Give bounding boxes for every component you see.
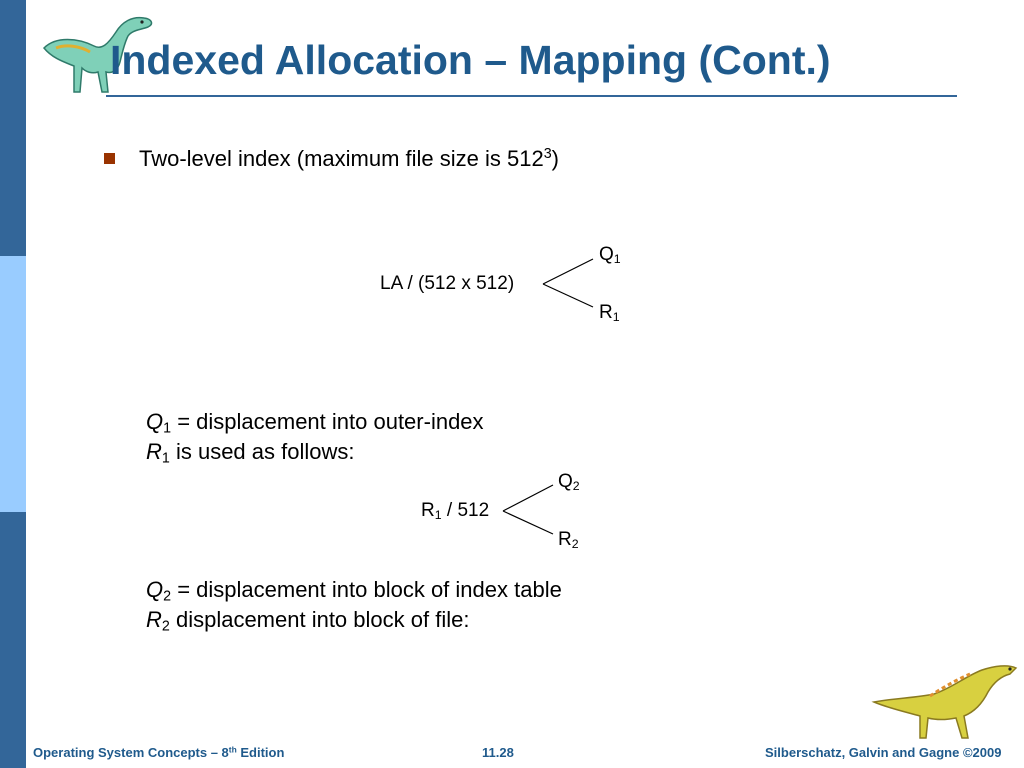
- line-q1-definition: $Q_1$ = displacement into outer-index: [146, 409, 484, 437]
- diagram1-bottom-label: $R_1$: [599, 302, 620, 325]
- diagram1-line-to-q1: [543, 259, 593, 284]
- footer-page-number: 11.28: [482, 745, 514, 760]
- footer-book-title: Operating System Concepts – 8th Edition: [33, 744, 285, 760]
- line-q2-definition: $Q_2$ = displacement into block of index table: [146, 577, 562, 605]
- footer-copyright: Silberschatz, Galvin and Gagne ©2009: [765, 745, 1002, 760]
- diagram1-top-label: $Q_1$: [599, 244, 621, 267]
- bullet-text-main: Two-level index (maximum file size is 512: [139, 146, 544, 171]
- diagram2-source: $R_1 / 512$: [421, 500, 490, 523]
- diagram2-line-to-r2: [503, 511, 553, 534]
- dinosaur-logo-icon: [870, 658, 1020, 743]
- slide-title: Indexed Allocation – Mapping (Cont.): [110, 37, 831, 83]
- diagram1-line-to-r1: [543, 284, 593, 307]
- line-r2-definition: $R_2$ displacement into block of file:: [146, 607, 470, 635]
- diagram2-line-to-q2: [503, 485, 553, 511]
- diagram2-top-label: $Q_2$: [558, 471, 580, 494]
- bullet-exponent: 3: [543, 146, 552, 163]
- bullet-text-close: ): [551, 146, 559, 171]
- diagram1-source: LA / (512 x 512): [380, 273, 515, 294]
- diagram2-bottom-label: $R_2$: [558, 529, 579, 552]
- line-r1-definition: $R_1$ is used as follows:: [146, 439, 355, 467]
